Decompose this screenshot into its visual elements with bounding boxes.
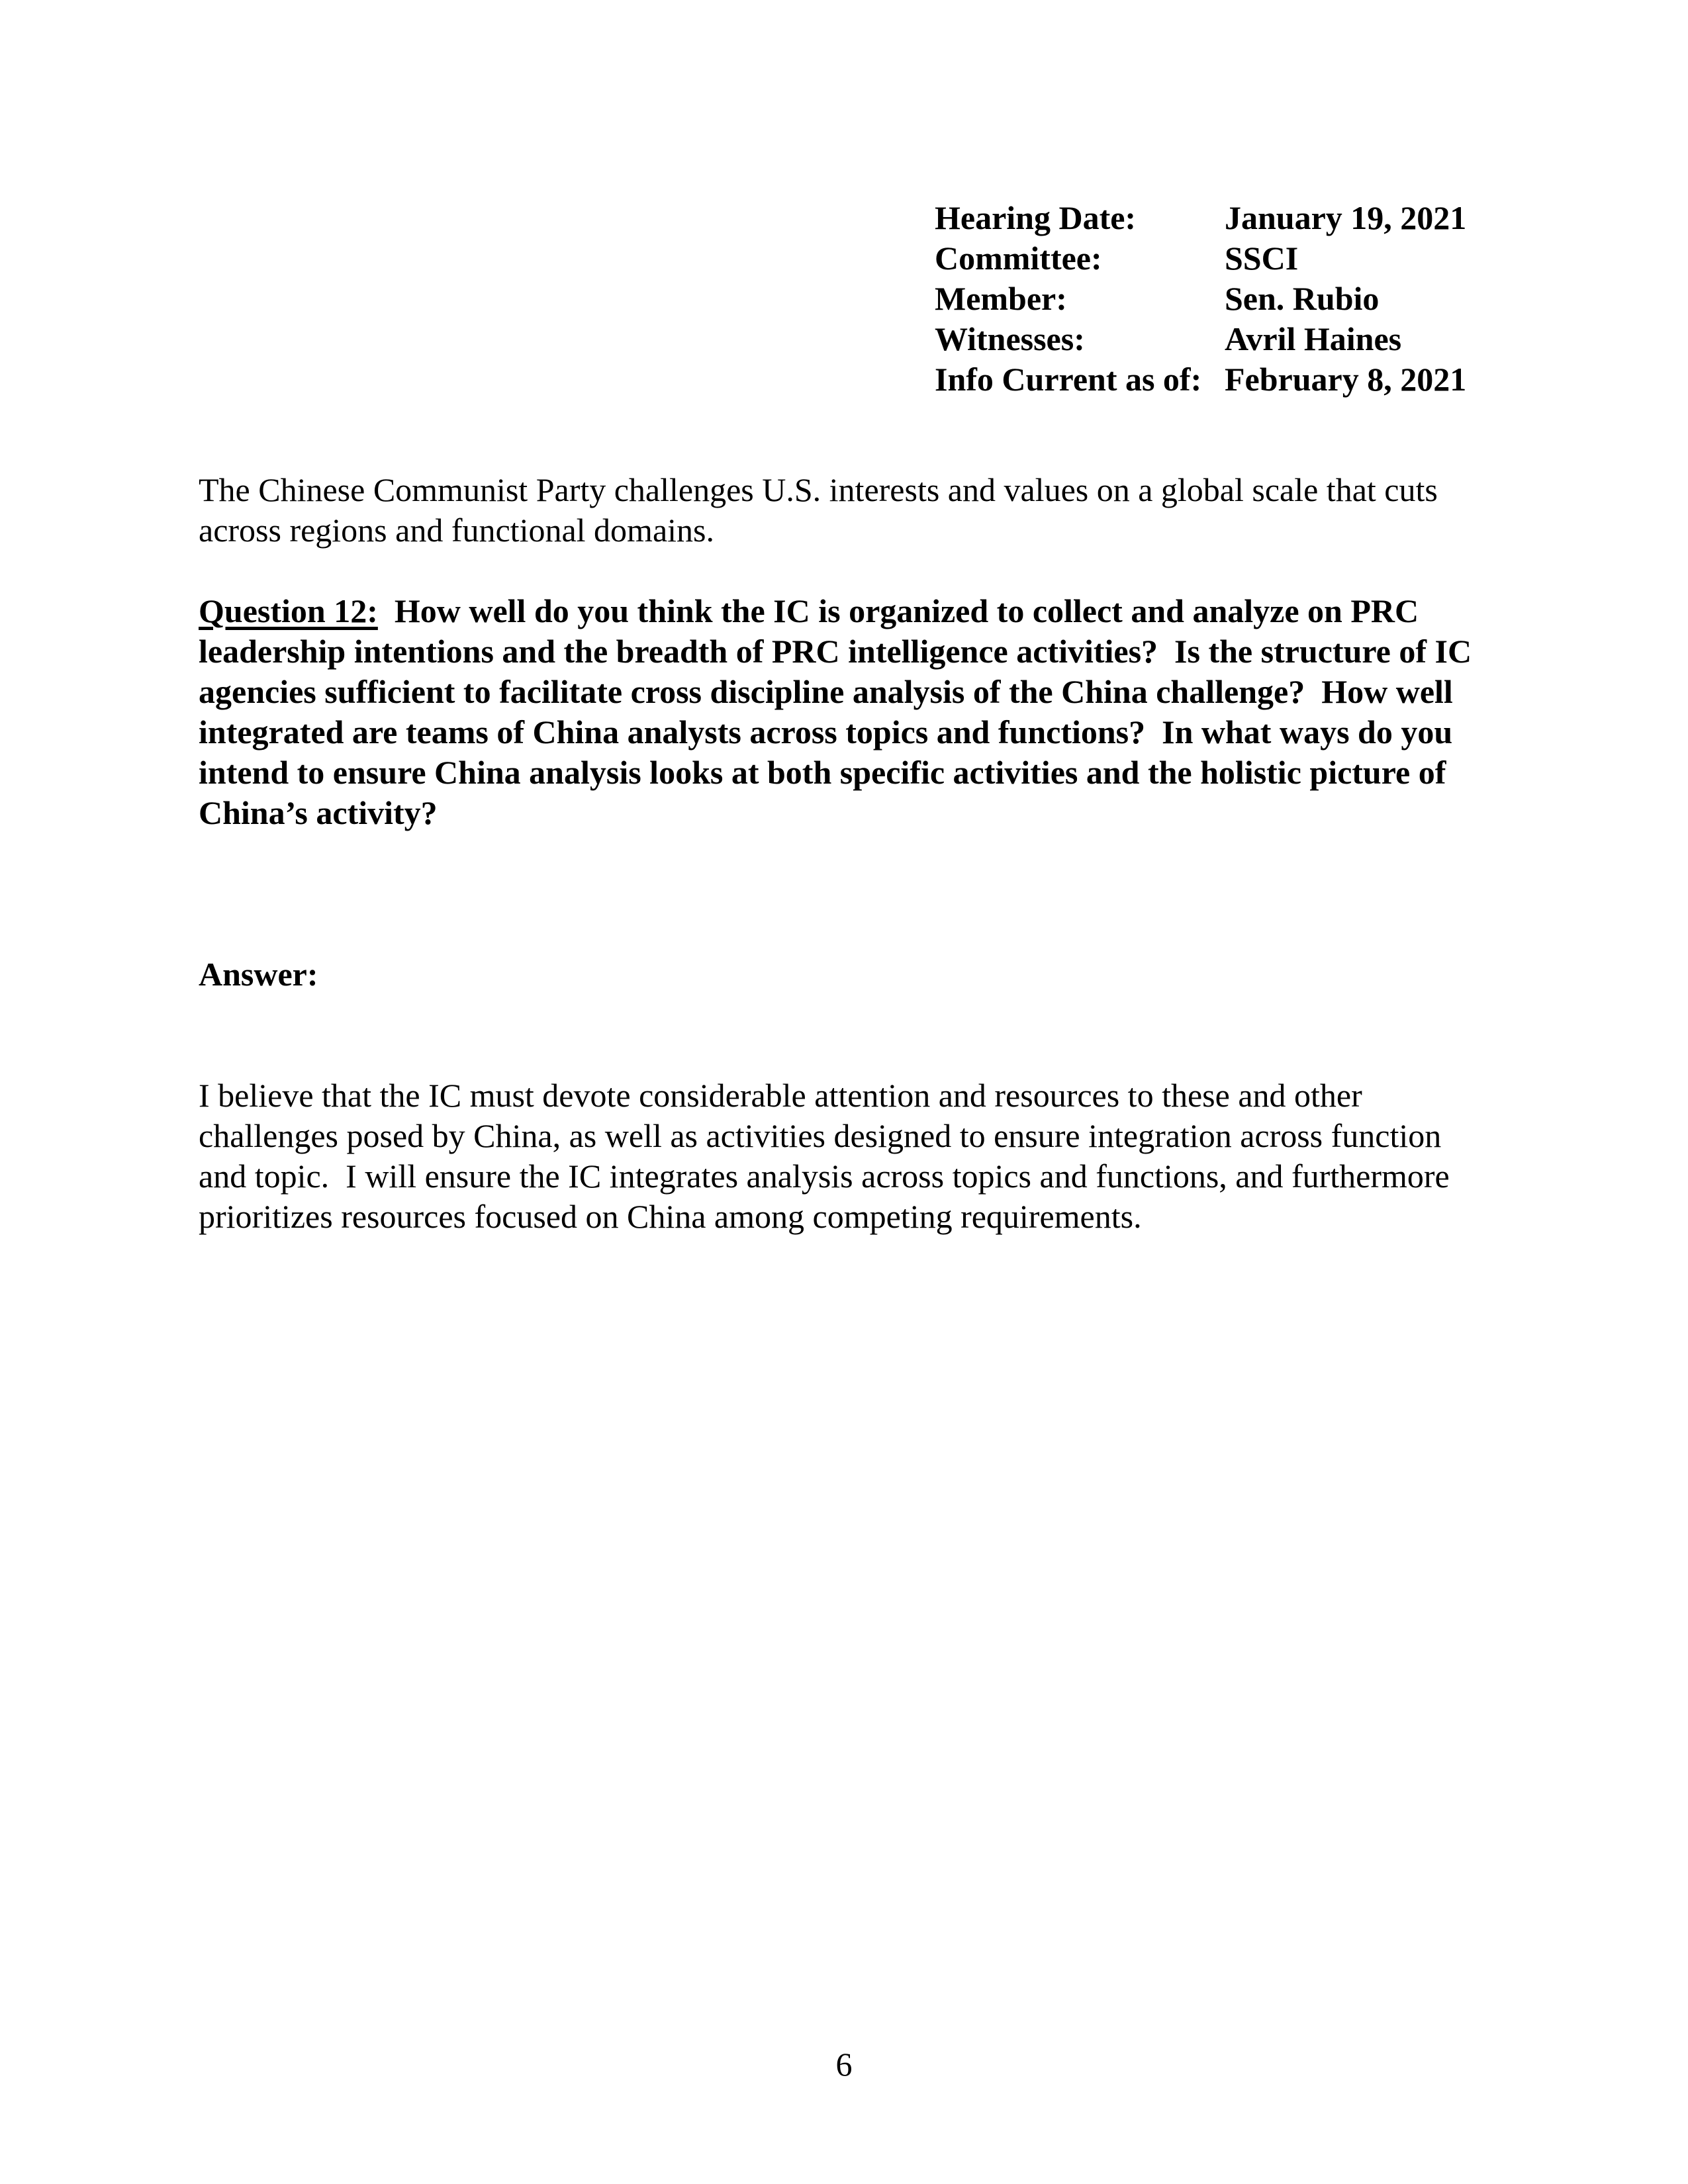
question-label: Question 12: xyxy=(199,592,378,629)
committee-value: SSCI xyxy=(1225,240,1299,277)
header-row xyxy=(935,198,1466,238)
hearing-date-value: January 19, 2021 xyxy=(1225,199,1467,236)
witnesses-label: Witnesses: xyxy=(935,320,1085,357)
committee-label: Committee: xyxy=(935,240,1102,277)
info-current-value: February 8, 2021 xyxy=(1225,361,1467,398)
hearing-date-label: Hearing Date: xyxy=(935,199,1137,236)
info-current-label: Info Current as of: xyxy=(935,361,1202,398)
question-text: How well do you think the IC is organized to collect and analyze on PRC leadership intentions and the breadth of PRC intelligence activities? Is the structure of IC agencies sufficient to facilitate cross discipline analysis of the China challenge? How well integrated are teams of China analysts across topics and functions? In what ways do you intend to ensure China analysis looks at both specific activities and the holistic picture of China’s activity? xyxy=(199,592,1480,831)
header-row xyxy=(935,279,1466,319)
member-label: Member: xyxy=(935,280,1067,317)
header-row xyxy=(935,238,1466,279)
answer-label: Answer: xyxy=(199,956,318,993)
answer-text: I believe that the IC must devote considerable attention and resources to these and other challenges posed by China, as well as activities designed to ensure integration across function and topic. I will ensure the IC integrates analysis across topics and functions, and furthermore prioritizes resources focused on China among competing requirements. xyxy=(199,1077,1458,1235)
witnesses-value: Avril Haines xyxy=(1225,320,1402,357)
answer-section xyxy=(199,874,1489,1318)
header-row xyxy=(935,319,1466,359)
header-row xyxy=(935,359,1466,400)
member-value: Sen. Rubio xyxy=(1225,280,1380,317)
page-number: 6 xyxy=(835,2046,853,2083)
intro-paragraph: The Chinese Communist Party challenges U.S. interests and values on a global scale that cuts across regions and functional domains. xyxy=(199,471,1446,549)
header-block xyxy=(935,198,1466,400)
question-paragraph xyxy=(199,591,1489,833)
